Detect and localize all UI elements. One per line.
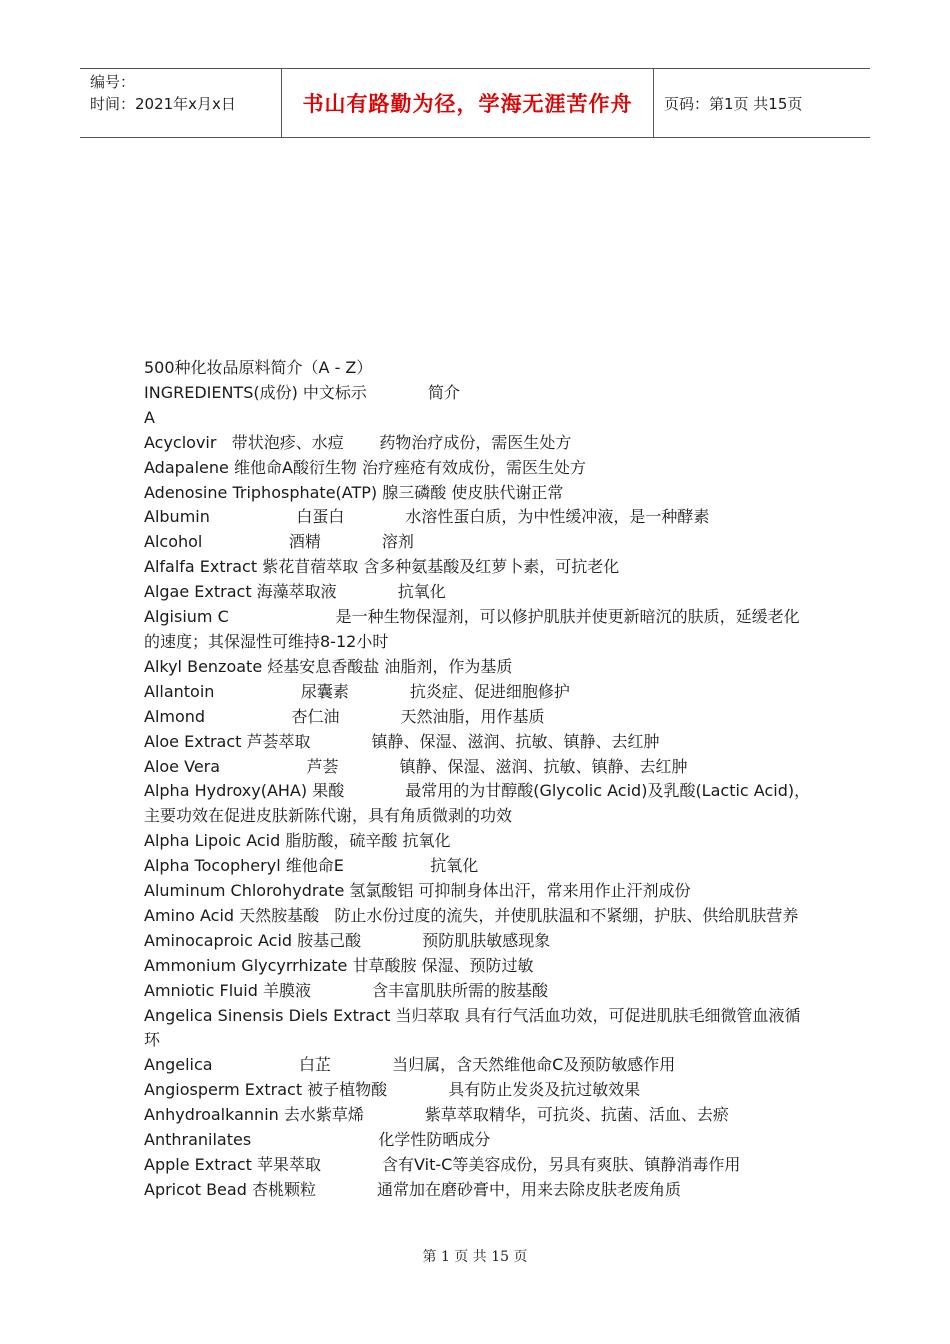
ingredient-entry: Acyclovir 带状泡疹、水痘 药物治疗成份，需医生处方 [144,432,572,452]
ingredient-entry: Aminocaproic Acid 胺基己酸 预防肌肤敏感现象 [144,930,551,950]
ingredient-entry: Ammonium Glycyrrhizate 甘草酸胺 保湿、预防过敏 [144,955,534,975]
column-headings: INGREDIENTS(成份) 中文标示 简介 [144,382,460,402]
page-header [80,68,870,138]
ingredient-entry: Anthranilates 化学性防晒成分 [144,1130,491,1150]
ingredient-entry: Apricot Bead 杏桃颗粒 通常加在磨砂膏中，用来去除皮肤老废角质 [144,1179,681,1199]
ingredient-entry: Adenosine Triphosphate(ATP) 腺三磷酸 使皮肤代谢正常 [144,482,564,502]
ingredient-entry: Aluminum Chlorohydrate 氢氯酸铝 可抑制身体出汗，常来用作止汗剂成份 [144,881,691,901]
ingredient-entry: Angiosperm Extract 被子植物酸 具有防止发炎及抗过敏效果 [144,1080,641,1100]
ingredient-entry: Albumin 白蛋白 水溶性蛋白质，为中性缓冲液，是一种酵素 [144,507,710,527]
ingredient-entry: Alfalfa Extract 紫花苜蓿萃取 含多种氨基酸及红萝卜素，可抗老化 [144,557,620,577]
ingredient-entry: Allantoin 尿囊素 抗炎症、促进细胞修护 [144,681,570,701]
footer-page-number: 第 1 页 共 15 页 [422,1249,528,1265]
document-number-label: 编号： [90,73,136,91]
ingredient-entry: Algisium C 是一种生物保湿剂，可以修护肌肤并使更新暗沉的肤质，延缓老化的速度；其保湿性可维持8-12小时 [144,607,800,651]
ingredient-entry: Adapalene 维他命A酸衍生物 治疗痤疮有效成份，需医生处方 [144,457,586,477]
header-page-info: 页码：第1页 共15页 [664,94,803,113]
page-footer [0,1246,950,1266]
ingredient-entry: Aloe Vera 芦荟 镇静、保湿、滋润、抗敏、镇静、去红肿 [144,756,688,776]
ingredient-entry: Angelica Sinensis Diels Extract 当归萃取 具有行气活血功效，可促进肌肤毛细微管血液循环 [144,1005,801,1050]
ingredient-entry: Alcohol 酒精 溶剂 [144,532,414,552]
ingredient-entry: Alkyl Benzoate 烃基安息香酸盐 油脂剂，作为基质 [144,656,513,676]
ingredient-entry: Algae Extract 海藻萃取液 抗氧化 [144,582,446,602]
header-motto: 书山有路勤为径，学海无涯苦作舟 [282,69,654,137]
ingredient-entry: Alpha Lipoic Acid 脂肪酸，硫辛酸 抗氧化 [144,831,451,851]
ingredient-entry: Angelica 白芷 当归属，含天然维他命C及预防敏感作用 [144,1055,676,1075]
document-title: 500种化妆品原料简介（A - Z） [144,358,373,377]
ingredient-entry: Alpha Hydroxy(AHA) 果酸 最常用的为甘醇酸(Glycolic Acid)及乳酸(Lactic Acid)，主要功效在促进皮肤新陈代谢，具有角质微剥的功效 [144,781,811,826]
ingredient-entry: Anhydroalkannin 去水紫草烯 紫草萃取精华，可抗炎、抗菌、活血、去瘀 [144,1105,729,1125]
section-letter: A [144,407,155,427]
header-meta [80,69,282,137]
ingredient-entry: Amino Acid 天然胺基酸 防止水份过度的流失，并使肌肤温和不紧绷，护肤、供给肌肤营养 [144,905,799,925]
ingredient-entry: Almond 杏仁油 天然油脂，用作基质 [144,706,545,726]
ingredient-entry: Amniotic Fluid 羊膜液 含丰富肌肤所需的胺基酸 [144,980,549,1000]
ingredient-entry: Alpha Tocopheryl 维他命E 抗氧化 [144,856,479,876]
document-date: 时间：2021年x月x日 [90,95,236,113]
ingredient-entry: Aloe Extract 芦荟萃取 镇静、保湿、滋润、抗敏、镇静、去红肿 [144,731,660,751]
ingredient-entry: Apple Extract 苹果萃取 含有Vit-C等美容成份，另具有爽肤、镇静消毒作用 [144,1155,741,1174]
document-body [144,356,814,1203]
